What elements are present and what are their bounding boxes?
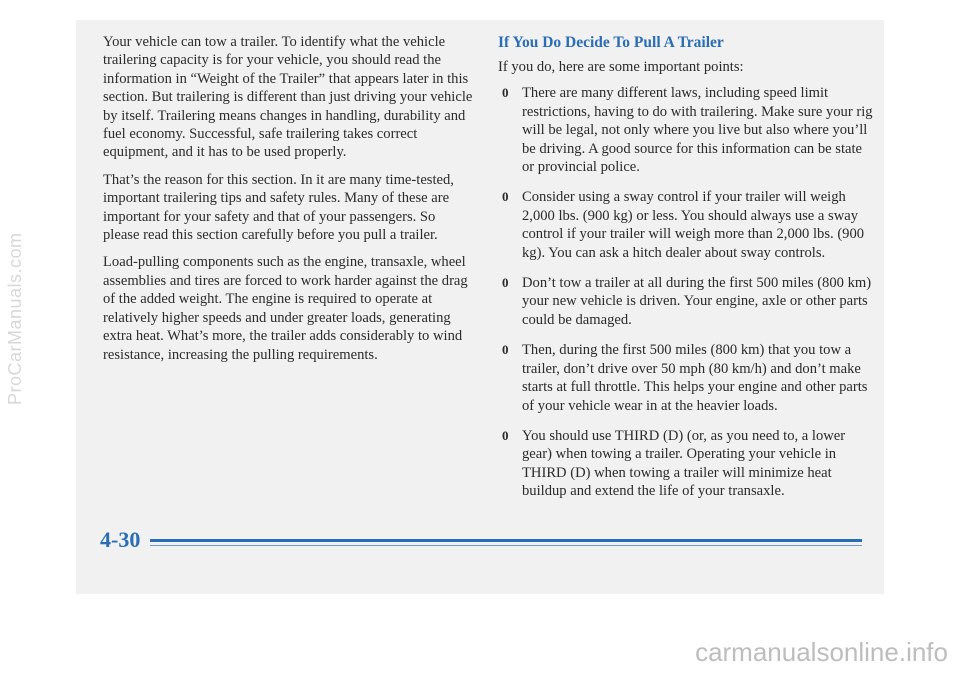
bullet-icon: 0	[502, 85, 509, 101]
bullet-text: You should use THIRD (D) (or, as you need to, a lower gear) when towing a trailer. Operating your vehicle in THIRD (D) when towing a trailer will minimize heat buildup and extend the life of your transaxle.	[522, 427, 846, 500]
section-heading: If You Do Decide To Pull A Trailer	[498, 34, 724, 51]
list-item	[498, 341, 873, 415]
bullet-text: There are many different laws, including speed limit restrictions, having to do with trailering. Make sure your rig will be legal, not only where you live but also where you’ll be driving. A good source for this information can be state or provincial police.	[522, 85, 873, 176]
left-paragraph-1: Your vehicle can tow a trailer. To identify what the vehicle trailering capacity is for your vehicle, you should read the information in “Weight of the Trailer” that appears later in this section. But trailering is different than just driving your vehicle by itself. Trailering means changes in handling, durability and fuel economy. Successful, safe trailering takes correct equipment, and it has to be used properly.	[103, 34, 473, 161]
list-item	[498, 427, 873, 501]
bullet-text: Consider using a sway control if your trailer will weigh 2,000 lbs. (900 kg) or less. You should always use a sway control if your trailer will weigh more than 2,000 lbs. (900 kg). You can ask a hitch dealer about sway controls.	[522, 189, 865, 261]
list-item	[498, 274, 873, 329]
footer-rule-thin	[150, 545, 862, 546]
bullet-list	[498, 84, 873, 500]
footer-rule-thick	[150, 539, 862, 542]
bullet-icon: 0	[502, 189, 509, 205]
list-item	[498, 188, 873, 262]
bullet-text: Don’t tow a trailer at all during the first 500 miles (800 km) your new vehicle is driven. Your engine, axle or other parts could be damaged.	[522, 275, 872, 328]
left-paragraph-2: That’s the reason for this section. In it are many time-tested, important trailering tips and safety rules. Many of these are important for your safety and that of your passengers. So please read this section carefully before you pull a trailer.	[103, 171, 454, 244]
bullet-icon: 0	[502, 275, 509, 291]
side-watermark: ProCarManuals.com	[5, 232, 25, 405]
right-column	[498, 33, 873, 513]
left-column	[103, 33, 475, 373]
list-item	[498, 84, 873, 176]
bullet-icon: 0	[502, 342, 509, 358]
section-intro: If you do, here are some important points:	[498, 59, 744, 75]
page-number: 4-30	[100, 527, 141, 552]
bullet-icon: 0	[502, 427, 509, 443]
left-paragraph-3: Load-pulling components such as the engine, transaxle, wheel assemblies and tires are forced to work harder against the drag of the added weight. The engine is required to operate at relatively higher speeds and under greater loads, generating extra heat. What’s more, the trailer adds considerably to wind resistance, increasing the pulling requirements.	[103, 254, 468, 363]
bottom-watermark: carmanualsonline.info	[695, 637, 948, 667]
bullet-text: Then, during the first 500 miles (800 km) that you tow a trailer, don’t drive over 50 mph (80 km/h) and don’t make starts at full throttle. This helps your engine and other parts of your vehicle wear in at the heavier loads.	[522, 342, 868, 414]
